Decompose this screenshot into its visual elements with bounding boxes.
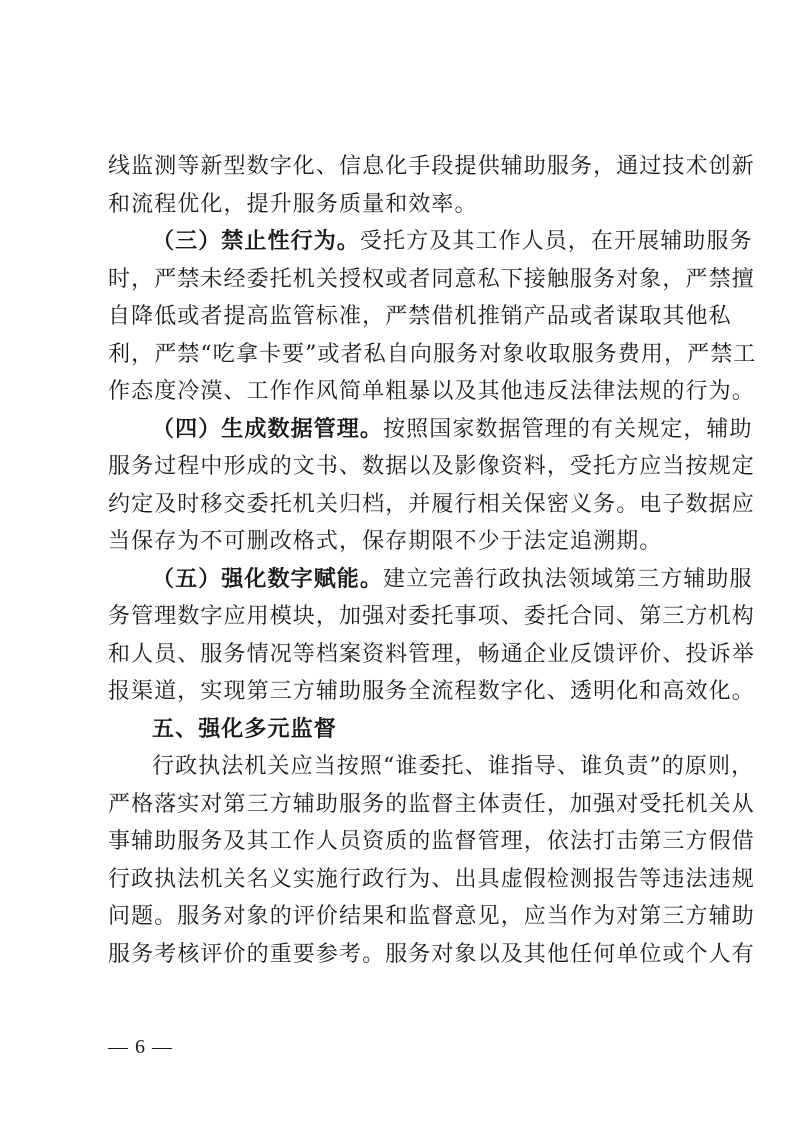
text-line: 事辅助服务及其工作人员资质的监督管理，依法打击第三方假借 [108, 829, 755, 854]
text-line: 行政执法机关名义实施行政行为、出具虚假检测报告等违法违规 [108, 866, 755, 892]
text-line: 行政执法机关应当按照“谁委托、谁指导、谁负责”的原则， [152, 754, 755, 779]
text-line: 报渠道，实现第三方辅助服务全流程数字化、透明化和高效化。 [108, 679, 755, 704]
text-line: 当保存为不可删改格式，保存期限不少于法定追溯期。 [108, 529, 663, 554]
text-fragment: 受托方及其工作人员，在开展辅助服务 [359, 229, 753, 254]
section-lead: （四）生成数据管理。 [152, 416, 384, 442]
text-line: 时，严禁未经委托机关授权或者同意私下接触服务对象，严禁擅 [108, 266, 755, 292]
section-lead: （三）禁止性行为。 [152, 229, 360, 254]
text-line: 和人员、服务情况等档案资料管理，畅通企业反馈评价、投诉举 [108, 641, 755, 667]
text-line: 务管理数字应用模块，加强对委托事项、委托合同、第三方机构 [108, 604, 755, 629]
paragraph-生成数据管理 [108, 411, 753, 449]
text-line: 服务考核评价的重要参考。服务对象以及其他任何单位或个人有 [108, 941, 755, 967]
text-fragment: 建立完善行政执法领域第三方辅助服 [383, 566, 753, 592]
section-heading: 五、强化多元监督 [152, 716, 337, 742]
text-line: 问题。服务对象的评价结果和监督意见，应当作为对第三方辅助 [108, 904, 755, 929]
text-line: 自降低或者提高监管标准，严禁借机推销产品或者谋取其他私 [108, 304, 732, 329]
paragraph-禁止性行为 [108, 223, 753, 261]
text-line: 服务过程中形成的文书、数据以及影像资料，受托方应当按规定 [108, 454, 755, 479]
paragraph-强化数字赋能 [108, 561, 753, 599]
section-lead: （五）强化数字赋能。 [152, 566, 384, 592]
text-line: 作态度冷漠、工作作风简单粗暴以及其他违反法律法规的行为。 [108, 379, 755, 404]
document-body [108, 148, 757, 973]
text-line: 线监测等新型数字化、信息化手段提供辅助服务，通过技术创新 [108, 154, 755, 179]
text-line: 利，严禁“吃拿卡要”或者私自向服务对象收取服务费用，严禁工 [108, 341, 757, 367]
page-number: — 6 — [108, 1036, 173, 1058]
text-line: 严格落实对第三方辅助服务的监督主体责任，加强对受托机关从 [108, 791, 755, 817]
text-line: 和流程优化，提升服务质量和效率。 [108, 191, 478, 217]
text-fragment: 按照国家数据管理的有关规定，辅助 [383, 416, 753, 442]
text-line: 约定及时移交委托机关归档，并履行相关保密义务。电子数据应 [108, 491, 755, 517]
